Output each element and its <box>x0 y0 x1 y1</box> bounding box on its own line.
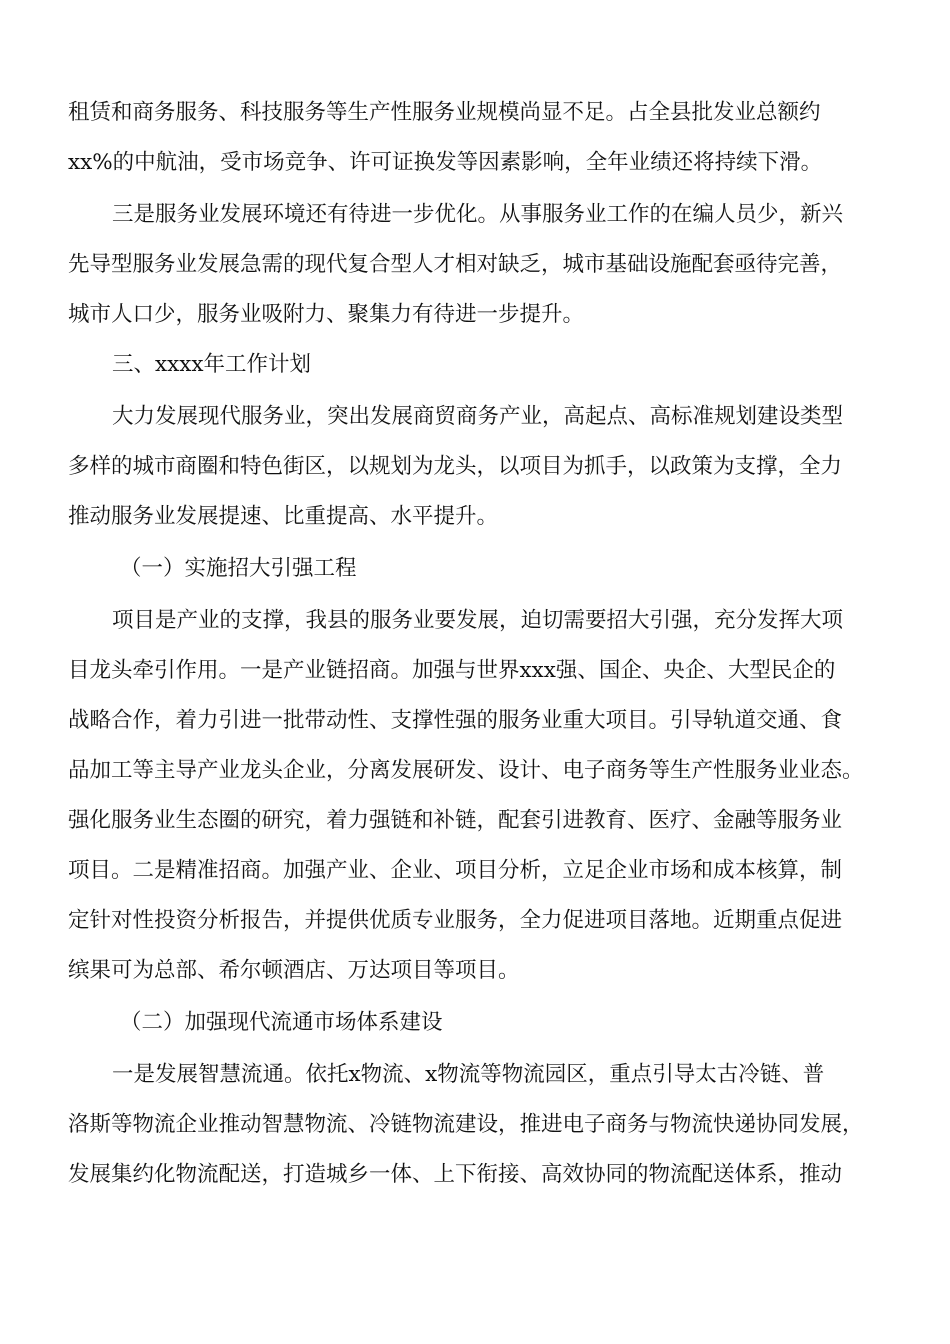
paragraph-line: 发展集约化物流配送，打造城乡一体、上下衔接、高效协同的物流配送体系，推动 <box>68 1162 843 1187</box>
paragraph-line: 缤果可为总部、希尔顿酒店、万达项目等项目。 <box>68 958 520 983</box>
paragraph-line: 租赁和商务服务、科技服务等生产性服务业规模尚显不足。占全县批发业总额约 <box>68 100 821 125</box>
paragraph-line: 目龙头牵引作用。一是产业链招商。加强与世界xxx强、国企、央企、大型民企的 <box>68 658 836 683</box>
section-heading: 三、xxxx年工作计划 <box>112 352 312 377</box>
paragraph-line: 品加工等主导产业龙头企业，分离发展研发、设计、电子商务等生产性服务业业态。 <box>68 758 864 783</box>
paragraph-line: 大力发展现代服务业，突出发展商贸商务产业，高起点、高标准规划建设类型 <box>112 404 844 429</box>
paragraph-line: 多样的城市商圈和特色街区，以规划为龙头，以项目为抓手，以政策为支撑，全力 <box>68 454 843 479</box>
paragraph-line: 城市人口少，服务业吸附力、聚集力有待进一步提升。 <box>68 302 585 327</box>
paragraph-line: 推动服务业发展提速、比重提高、水平提升。 <box>68 504 499 529</box>
paragraph-line: xx%的中航油，受市场竞争、许可证换发等因素影响，全年业绩还将持续下滑。 <box>68 150 823 175</box>
paragraph-line: 强化服务业生态圈的研究，着力强链和补链，配套引进教育、医疗、金融等服务业 <box>68 808 843 833</box>
paragraph-line: 一是发展智慧流通。依托x物流、x物流等物流园区，重点引导太古冷链、普 <box>112 1062 825 1087</box>
paragraph-line: 定针对性投资分析报告，并提供优质专业服务，全力促进项目落地。近期重点促进 <box>68 908 843 933</box>
subsection-heading: （一）实施招大引强工程 <box>120 556 357 581</box>
paragraph-line: 洛斯等物流企业推动智慧物流、冷链物流建设，推进电子商务与物流快递协同发展， <box>68 1112 864 1137</box>
paragraph-line: 先导型服务业发展急需的现代复合型人才相对缺乏，城市基础设施配套亟待完善， <box>68 252 843 277</box>
paragraph-line: 项目是产业的支撑，我县的服务业要发展，迫切需要招大引强，充分发挥大项 <box>112 608 844 633</box>
paragraph-line: 项目。二是精准招商。加强产业、企业、项目分析，立足企业市场和成本核算，制 <box>68 858 843 883</box>
subsection-heading: （二）加强现代流通市场体系建设 <box>120 1010 443 1035</box>
paragraph-line: 三是服务业发展环境还有待进一步优化。从事服务业工作的在编人员少，新兴 <box>112 202 844 227</box>
paragraph-line: 战略合作，着力引进一批带动性、支撑性强的服务业重大项目。引导轨道交通、食 <box>68 708 843 733</box>
